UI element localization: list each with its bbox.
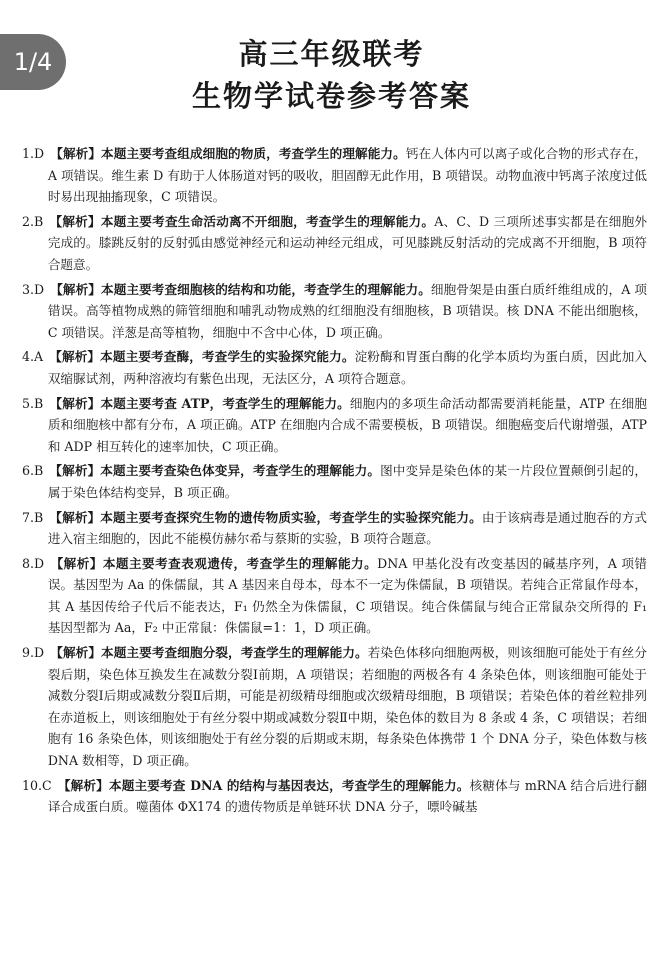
answer-letter: D: [34, 281, 45, 297]
question-number: 8.: [22, 555, 35, 571]
analysis-body: A、C、D 三项所述事实都是在细胞外完成的。膝跳反射的反射弧由感觉神经元和运动神经元组成，可见膝跳反射活动的完成离不开细胞，B 项符合题意。: [47, 213, 648, 272]
analysis-tag: 【解析】: [57, 777, 109, 793]
analysis-body: 细胞内的多项生命活动都需要消耗能量，ATP 在细胞质和细胞核中都有分布，A 项正确。ATP 在细胞内合成不需要模板，B 项错误。细胞癌变后代谢增强，ATP 和 ADP 相互转化的速率加快，C 项正确。: [47, 395, 647, 454]
analysis-lead: 本题主要考查细胞核的结构和功能，考查学生的理解能力。: [101, 281, 431, 297]
exam-title: 高三年级联考: [238, 37, 425, 71]
question-number: 5.: [22, 395, 35, 411]
analysis-lead: 本题主要考查酶，考查学生的实验探究能力。: [100, 349, 355, 365]
analysis-body: 细胞骨架是由蛋白质纤维组成的，A 项错误。高等植物成熟的筛管细胞和哺乳动物成熟的红细胞没有细胞核，B 项错误。核 DNA 不能出细胞核，C 项错误。洋葱是高等植物，细胞中不含中心体，D 项正确。: [47, 281, 648, 340]
answer-letter: B: [34, 509, 44, 525]
analysis-lead: 本题主要考查生命活动离不开细胞，考查学生的理解能力。: [100, 213, 435, 229]
analysis-lead: 本题主要考查探究生物的遗传物质实验，考查学生的实验探究能力。: [100, 509, 482, 525]
answer-item-3: [22, 279, 647, 344]
analysis-lead: 本题主要考查细胞分裂，考查学生的理解能力。: [101, 645, 368, 661]
question-number: 1.: [22, 146, 35, 161]
analysis-tag: 【解析】: [50, 281, 101, 297]
analysis-lead: 本题主要考查 DNA 的结构与基因表达，考查学生的理解能力。: [108, 777, 470, 793]
analysis-lead: 本题主要考查组成细胞的物质，考查学生的理解能力。: [101, 146, 406, 161]
answer-letter: D: [34, 555, 45, 571]
analysis-tag: 【解析】: [49, 463, 101, 479]
answer-item-6: [22, 460, 647, 503]
question-number: 3.: [22, 281, 35, 297]
answer-letter: A: [34, 349, 44, 365]
analysis-body: 若染色体移向细胞两极，则该细胞可能处于有丝分裂后期，染色体互换发生在减数分裂Ⅰ前期，A 项错误；若细胞的两极各有 4 条染色体，则该细胞可能处于减数分裂Ⅰ后期或减数分裂Ⅱ后期，可能是初级精母细胞或次级精母细胞，B 项错误；若染色体的着丝粒排列在赤道板上，则该细胞处于有丝分裂中期或减数分裂Ⅱ中期，染色体的数目为 8 条或 4 条，C 项错误；若细胞有 16 条染色体，则该细胞处于有丝分裂的后期或末期，每条染色体携带 1 个 DNA 分子，染色体数与核 DNA 数相等，D 项正确。: [47, 645, 648, 769]
page-indicator-badge: 1/4: [0, 34, 66, 90]
analysis-tag: 【解析】: [50, 146, 102, 161]
question-number: 4.: [22, 349, 35, 365]
analysis-body: 由于该病毒是通过胞吞的方式进入宿主细胞的，因此不能模仿赫尔希与蔡斯的实验，B 项符合题意。: [47, 509, 648, 547]
analysis-body: 图中变异是染色体的某一片段位置颠倒引起的，属于染色体结构变异，B 项正确。: [47, 463, 648, 500]
answer-item-9: [22, 642, 647, 772]
analysis-tag: 【解析】: [50, 645, 102, 661]
document-header: [0, 34, 663, 116]
question-number: 9.: [22, 645, 35, 661]
answer-key-title: 生物学试卷参考答案: [191, 79, 471, 113]
analysis-tag: 【解析】: [49, 395, 101, 411]
analysis-tag: 【解析】: [49, 213, 101, 229]
answer-letter: B: [34, 463, 44, 479]
answer-letter: D: [34, 645, 45, 661]
analysis-body: 淀粉酶和胃蛋白酶的化学本质均为蛋白质，因此加入双缩脲试剂，两种溶液均有紫色出现，无法区分，A 项符合题意。: [47, 349, 648, 386]
analysis-tag: 【解析】: [50, 555, 103, 571]
analysis-lead: 本题主要考查染色体变异，考查学生的理解能力。: [100, 463, 381, 479]
question-number: 6.: [22, 463, 35, 479]
answer-item-7: [22, 507, 647, 550]
analysis-tag: 【解析】: [49, 349, 101, 365]
answer-list: [22, 143, 647, 821]
analysis-body: 核糖体与 mRNA 结合后进行翻译合成蛋白质。噬菌体 ΦX174 的遗传物质是单链环状 DNA 分子，嘌呤碱基: [47, 777, 647, 815]
answer-letter: B: [34, 395, 44, 411]
analysis-body: 钙在人体内可以离子或化合物的形式存在，A 项错误。维生素 D 有助于人体肠道对钙的吸收，胆固醇无此作用，B 项错误。动物血液中钙离子浓度过低时易出现抽搐现象，C 项错误。: [47, 146, 648, 205]
answer-letter: D: [34, 146, 45, 161]
question-number: 2.: [22, 213, 35, 229]
answer-item-10: [22, 775, 647, 818]
analysis-tag: 【解析】: [49, 509, 101, 525]
analysis-body: DNA 甲基化没有改变基因的碱基序列，A 项错误。基因型为 Aa 的侏儒鼠，其 A 基因来自母本，母本不一定为侏儒鼠，B 项错误。若纯合正常鼠作母本，其 A 基因传给子代后不能表达，F₁ 仍然全为侏儒鼠，C 项错误。纯合侏儒鼠与纯合正常鼠杂交所得的 F₁ 基因型都为 Aa，F₂ 中正常鼠：侏儒鼠=1：1，D 项正确。: [47, 555, 648, 636]
analysis-lead: 本题主要考查 ATP，考查学生的理解能力。: [100, 395, 350, 411]
answer-item-2: [22, 211, 647, 276]
answer-item-5: [22, 393, 647, 458]
answer-letter: C: [42, 777, 52, 793]
answer-letter: B: [34, 213, 44, 229]
analysis-lead: 本题主要考查表观遗传，考查学生的理解能力。: [102, 555, 378, 571]
question-number: 7.: [22, 509, 35, 525]
question-number: 10.: [22, 777, 43, 793]
answer-item-8: [22, 553, 647, 639]
answer-item-4: [22, 346, 647, 389]
answer-item-1: [22, 143, 647, 208]
